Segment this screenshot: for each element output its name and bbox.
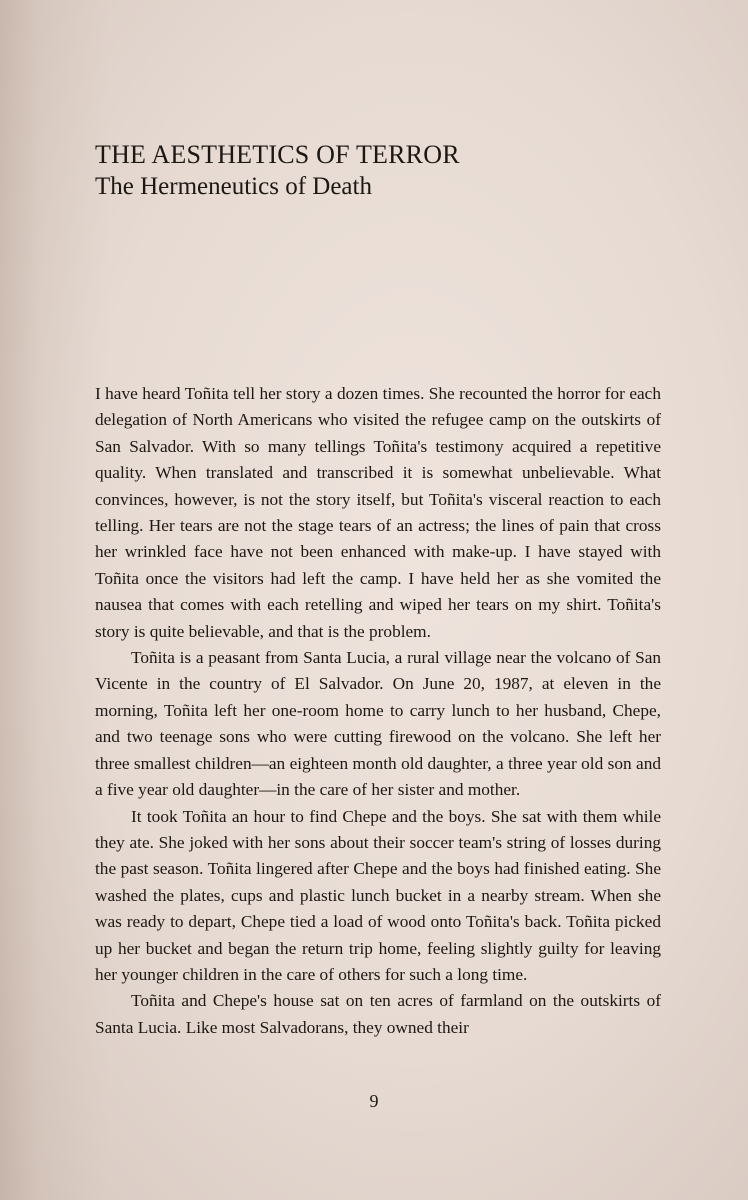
paragraph-3: It took Toñita an hour to find Chepe and the boys. She sat with them while they ate. She joked with her sons about their soccer team's string of losses during the past season. Toñita lingered after Chepe and the boys had finished eating. She washed the plates, cups and plastic lunch bucket in a nearby stream. When she was ready to depart, Chepe tied a load of wood onto Toñita's back. Toñita picked up her bucket and began the return trip home, feeling slightly guilty for leaving her younger children in the care of others for such a long time. [95, 806, 661, 984]
page-number: 9 [369, 1091, 379, 1111]
chapter-heading [95, 139, 695, 203]
paragraph-2: Toñita is a peasant from Santa Lucia, a rural village near the volcano of San Vicente in the country of El Salvador. On June 20, 1987, at eleven in the morning, Toñita left her one-room home to carry lunch to her husband, Chepe, and two teenage sons who were cutting firewood on the volcano. She left her three smallest children—an eighteen month old daughter, a three year old son and a five year old daughter—in the care of her sister and mother. [95, 648, 661, 800]
chapter-subtitle: The Hermeneutics of Death [95, 173, 372, 200]
paragraph-4: Toñita and Chepe's house sat on ten acres of farmland on the outskirts of Santa Lucia. Like most Salvadorans, they owned their [95, 991, 661, 1037]
paragraph-1: I have heard Toñita tell her story a dozen times. She recounted the horror for each delegation of North Americans who visited the refugee camp on the outskirts of San Salvador. With so many tellings Toñita's testimony acquired a repetitive quality. When translated and transcribed it is somewhat unbelievable. What convinces, however, is not the story itself, but Toñita's visceral reaction to each telling. Her tears are not the stage tears of an actress; the lines of pain that cross her wrinkled face have not been enhanced with make-up. I have stayed with Toñita once the visitors had left the camp. I have held her as she vomited the nausea that comes with each retelling and wiped her tears on my shirt. Toñita's story is quite believable, and that is the problem. [95, 384, 661, 641]
chapter-title: THE AESTHETICS OF TERROR [95, 140, 460, 169]
body-text [95, 381, 661, 1041]
